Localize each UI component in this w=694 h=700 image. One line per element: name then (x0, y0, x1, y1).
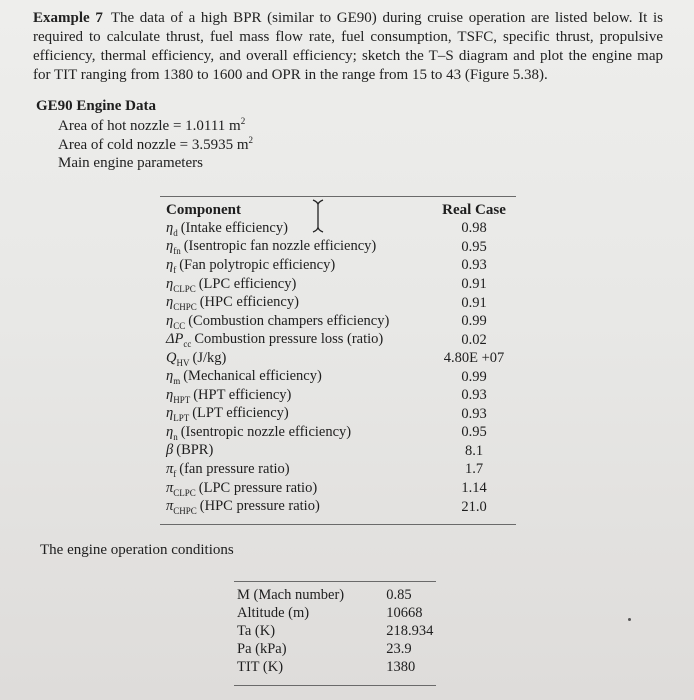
parameter-value: 0.93 (461, 257, 487, 274)
parameter-label (160, 461, 432, 479)
example-paragraph (33, 9, 663, 85)
table-row (160, 275, 516, 294)
parameter-label (160, 331, 432, 349)
parameter-description: (BPR) (176, 442, 214, 459)
parameter-description: Combustion pressure loss (ratio) (194, 331, 384, 348)
parameter-label (160, 424, 432, 442)
parameter-description: (LPT efficiency) (192, 405, 289, 422)
parameter-value: 4.80E +07 (443, 350, 505, 367)
parameter-label (160, 480, 432, 498)
table-row (160, 424, 516, 443)
parameters-table-body (160, 220, 516, 517)
parameter-description: (Isentropic fan nozzle efficiency) (183, 238, 377, 255)
parameter-symbol: $\Delta P_{cc}$ (166, 331, 192, 350)
table-row (160, 386, 516, 405)
table-row (234, 604, 436, 622)
parameter-value: 0.93 (461, 405, 487, 422)
parameter-value: 0.91 (461, 294, 487, 311)
text-cursor-icon (311, 199, 325, 233)
parameter-symbol: $\eta_d$ (166, 219, 178, 238)
parameter-value: 0.95 (461, 424, 487, 441)
condition-value: 218.934 (386, 622, 434, 639)
parameter-label (160, 498, 432, 516)
condition-label: Ta (K) (237, 622, 276, 639)
decorative-dot (628, 618, 631, 621)
condition-label: Pa (kPa) (237, 641, 287, 658)
parameter-description: (HPC pressure ratio) (199, 498, 320, 515)
parameter-description: (Isentropic nozzle efficiency) (180, 423, 352, 440)
parameter-description: (Intake efficiency) (180, 219, 288, 236)
engine-data-title: GE90 Engine Data (36, 98, 157, 114)
parameter-symbol: $\eta_{LPT}$ (166, 405, 190, 424)
parameter-symbol: $\pi_{CLPC}$ (166, 479, 196, 498)
header-component: Component (166, 201, 242, 218)
table-row (160, 461, 516, 480)
parameter-value: 0.95 (461, 238, 487, 255)
parameter-label (160, 294, 432, 312)
conditions-title: The engine operation conditions (40, 542, 234, 558)
parameter-value: 0.99 (461, 313, 487, 330)
parameter-description: (HPT efficiency) (193, 386, 292, 403)
parameter-value: 1.7 (464, 461, 484, 478)
table-row (234, 586, 436, 604)
table-row (160, 238, 516, 257)
parameter-label (160, 350, 432, 368)
table-row (160, 312, 516, 331)
header-real-case: Real Case (442, 201, 506, 218)
parameter-symbol: $\eta_{CC}$ (166, 312, 186, 331)
parameter-symbol: $Q_{HV}$ (166, 349, 190, 368)
table-row (160, 442, 516, 461)
condition-value: 1380 (386, 659, 416, 676)
condition-label: TIT (K) (237, 659, 284, 676)
parameter-value: 1.14 (461, 479, 487, 496)
parameter-label (160, 405, 432, 423)
table-row (160, 331, 516, 350)
table-row (160, 257, 516, 276)
table-row (160, 405, 516, 424)
parameter-symbol: $\eta_n$ (166, 423, 178, 442)
table-row (160, 498, 516, 517)
parameter-label (160, 257, 432, 275)
parameter-description: (Fan polytropic efficiency) (179, 256, 336, 273)
parameter-value: 21.0 (461, 498, 487, 515)
parameter-label (160, 387, 432, 405)
conditions-table (234, 581, 436, 686)
parameter-value: 0.99 (461, 368, 487, 385)
parameter-symbol: $\eta_{HPT}$ (166, 386, 191, 405)
condition-label: Altitude (m) (237, 604, 310, 621)
table-row (160, 368, 516, 387)
table-row (234, 641, 436, 659)
example-text: The data of a high BPR (similar to GE90) during cruise operation are listed below. It is required to calculate thrust, fuel mass flow rate, fuel consumption, TSFC, specific thrust, propulsive efficiency, thermal efficiency, and overall efficiency; sketch the T–S diagram and plot the engine map for TIT ranging from 1380 to 1600 and OPR in the range from 15 to 43 (Figure 5.38). (33, 10, 664, 83)
parameter-label (160, 368, 432, 386)
parameter-description: (J/kg) (192, 349, 227, 366)
parameter-label (160, 238, 432, 256)
parameter-label (160, 220, 432, 238)
parameter-description: (LPC efficiency) (198, 275, 297, 292)
parameters-table (160, 196, 516, 525)
condition-value: 10668 (386, 604, 423, 621)
parameter-value: 0.98 (461, 220, 487, 237)
parameter-symbol: $\eta_{CLPC}$ (166, 275, 196, 294)
parameter-description: (LPC pressure ratio) (198, 479, 318, 496)
condition-label: M (Mach number) (237, 586, 345, 603)
example-label: Example 7 (33, 10, 103, 26)
table-header-row (160, 201, 516, 220)
table-row (160, 294, 516, 313)
parameter-label (160, 276, 432, 294)
table-row (234, 659, 436, 677)
parameter-symbol: β (166, 442, 174, 459)
condition-value: 23.9 (386, 641, 412, 658)
parameter-symbol: $\pi_{CHPC}$ (166, 498, 197, 516)
table-row (160, 220, 516, 239)
engine-data-lines (58, 117, 253, 173)
parameter-value: 0.02 (461, 331, 487, 348)
parameter-label (160, 313, 432, 331)
parameter-label (160, 442, 432, 460)
parameter-symbol: $\pi_f$ (166, 460, 177, 479)
table-row (160, 479, 516, 498)
hot-nozzle-area: Area of hot nozzle = 1.0111 $m^2$ (58, 116, 246, 134)
table-row (160, 349, 516, 368)
parameter-symbol: $\eta_m$ (166, 368, 181, 387)
condition-value: 0.85 (386, 586, 412, 603)
cold-nozzle-area: Area of cold nozzle = 3.5935 $m^2$ (58, 134, 253, 153)
parameter-symbol: $\eta_{fn}$ (166, 238, 181, 257)
parameter-description: (fan pressure ratio) (179, 460, 290, 477)
main-engine-parameters-label: Main engine parameters (58, 155, 203, 171)
conditions-table-body (234, 586, 436, 677)
parameter-description: (Mechanical efficiency) (183, 368, 322, 385)
parameter-value: 8.1 (464, 442, 484, 459)
parameter-description: (HPC efficiency) (199, 294, 299, 311)
parameter-value: 0.91 (461, 275, 487, 292)
parameter-value: 0.93 (461, 387, 487, 404)
table-row (234, 622, 436, 640)
parameter-description: (Combustion champers efficiency) (188, 312, 390, 329)
parameter-symbol: $\eta_{CHPC}$ (166, 294, 197, 312)
parameter-symbol: $\eta_f$ (166, 256, 177, 275)
